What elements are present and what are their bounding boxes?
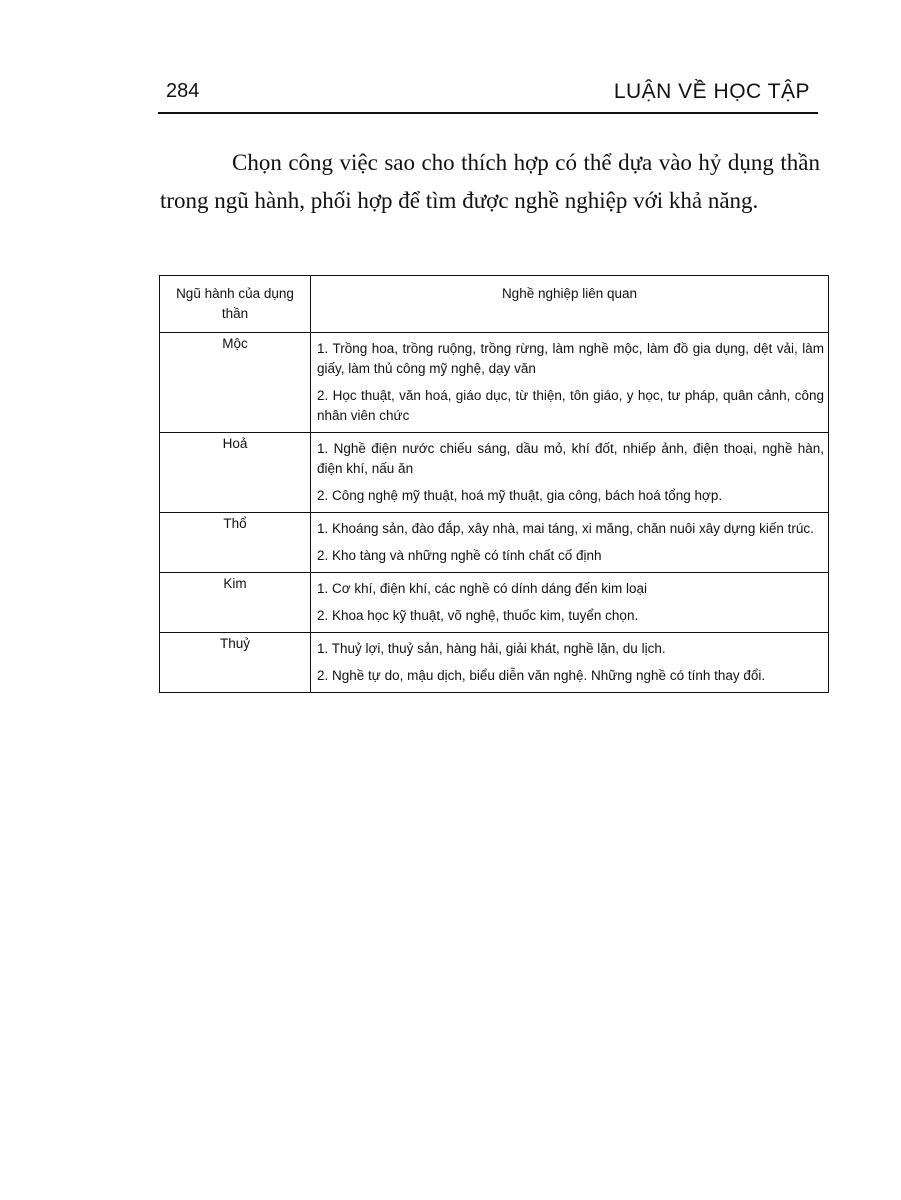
table-row	[160, 513, 829, 573]
page-number: 284	[166, 80, 200, 102]
career-list	[311, 333, 829, 433]
page-header	[158, 74, 818, 114]
table-row	[160, 333, 829, 433]
career-list	[311, 633, 829, 693]
element-name: Hoả	[160, 433, 311, 513]
intro-paragraph: Chọn công việc sao cho thích hợp có thể dựa vào hỷ dụng thần trong ngũ hành, phối hợp để tìm được nghề nghiệp với khả năng.	[160, 150, 820, 213]
element-name: Thuỷ	[160, 633, 311, 693]
table-header-row	[160, 276, 829, 333]
career-list	[311, 513, 829, 573]
element-name: Mộc	[160, 333, 311, 433]
table-row	[160, 433, 829, 513]
table-row	[160, 573, 829, 633]
career-item: 2. Kho tàng và những nghề có tính chất cố định	[317, 548, 602, 563]
career-item: 2. Học thuật, văn hoá, giáo dục, từ thiện, tôn giáo, y học, tư pháp, quân cảnh, công nhân viên chức	[317, 388, 824, 423]
element-name: Thổ	[160, 513, 311, 573]
career-item: 1. Khoáng sản, đào đắp, xây nhà, mai táng, xi măng, chăn nuôi xây dựng kiến trúc.	[317, 521, 814, 536]
career-item: 1. Trồng hoa, trồng ruộng, trồng rừng, làm nghề mộc, làm đồ gia dụng, dệt vải, làm giấy, làm thủ công mỹ nghệ, dạy văn	[317, 341, 824, 376]
element-name: Kim	[160, 573, 311, 633]
career-item: 2. Công nghệ mỹ thuật, hoá mỹ thuật, gia công, bách hoá tổng hợp.	[317, 488, 723, 503]
running-title: LUẬN VỀ HỌC TẬP	[613, 80, 810, 103]
career-item: 2. Nghề tự do, mậu dịch, biểu diễn văn nghệ. Những nghề có tính thay đổi.	[317, 668, 766, 683]
career-list	[311, 433, 829, 513]
table-row	[160, 633, 829, 693]
career-item: 1. Nghề điện nước chiếu sáng, dầu mỏ, khí đốt, nhiếp ảnh, điện thoại, nghề hàn, điện khí, nấu ăn	[317, 441, 824, 476]
column-header-element: Ngũ hành của dụng thần	[160, 276, 311, 333]
career-item: 2. Khoa học kỹ thuật, võ nghệ, thuốc kim, tuyển chọn.	[317, 608, 639, 623]
career-item: 1. Thuỷ lợi, thuỷ sản, hàng hải, giải khát, nghề lặn, du lịch.	[317, 641, 666, 656]
career-list	[311, 573, 829, 633]
five-elements-career-table	[159, 275, 829, 693]
career-item: 1. Cơ khí, điện khí, các nghề có dính dáng đến kim loại	[317, 581, 648, 596]
column-header-careers: Nghề nghiệp liên quan	[311, 276, 829, 333]
